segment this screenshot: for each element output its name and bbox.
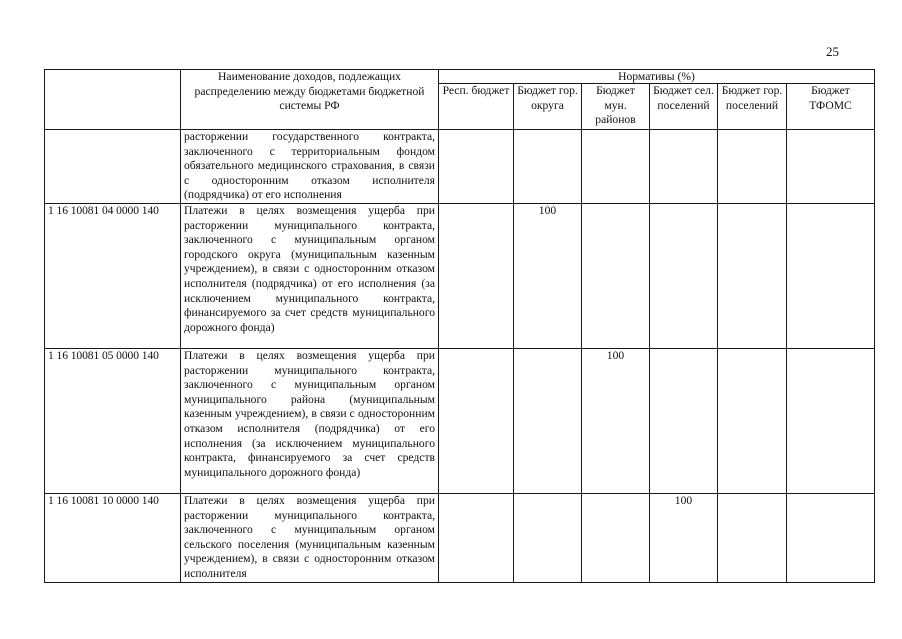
- value-municipal-districts-budget: [582, 130, 650, 204]
- column-header-tfoms-budget: Бюджет ТФОМС: [787, 84, 875, 130]
- column-header-rural-settlements-budget: Бюджет сел. поселений: [650, 84, 718, 130]
- value-resp-budget: [439, 493, 514, 582]
- value-tfoms-budget: [787, 493, 875, 582]
- income-name: Платежи в целях возмещения ущерба при расторжении муниципального контракта, заключенного с муниципальным органом муниципального района (муниципальным казенным учреждением), в связи с односторонним отказом исполнителя (подрядчика) от его исполнения (за исключением муниципального контракта, финансируемого за счет средств муниципального дорожного фонда): [181, 348, 439, 493]
- value-municipal-districts-budget: [582, 493, 650, 582]
- value-urban-settlements-budget: [718, 348, 787, 493]
- income-code: [45, 130, 181, 204]
- value-tfoms-budget: [787, 203, 875, 348]
- value-rural-settlements-budget: [650, 203, 718, 348]
- value-municipal-districts-budget: [582, 203, 650, 348]
- column-header-resp-budget: Респ. бюджет: [439, 84, 514, 130]
- value-city-district-budget: [514, 348, 582, 493]
- value-tfoms-budget: [787, 130, 875, 204]
- value-rural-settlements-budget: 100: [650, 493, 718, 582]
- income-name: Платежи в целях возмещения ущерба при расторжении муниципального контракта, заключенного с муниципальным органом сельского поселения (муниципальным казенным учреждением), в связи с односторонним отказом исполнителя: [181, 493, 439, 582]
- column-header-city-district-budget: Бюджет гор. округа: [514, 84, 582, 130]
- value-city-district-budget: [514, 493, 582, 582]
- code-header-cell: [45, 70, 181, 130]
- value-urban-settlements-budget: [718, 130, 787, 204]
- value-urban-settlements-budget: [718, 203, 787, 348]
- table-row: [45, 348, 875, 493]
- value-city-district-budget: 100: [514, 203, 582, 348]
- income-name: Платежи в целях возмещения ущерба при расторжении муниципального контракта, заключенного с муниципальным органом городского округа (муниципальным казенным учреждением), в связи с односторонним отказом исполнителя (подрядчика) от его исполнения (за исключением муниципального контракта, финансируемого за счет средств муниципального дорожного фонда): [181, 203, 439, 348]
- page-number: 25: [826, 44, 839, 59]
- value-resp-budget: [439, 203, 514, 348]
- value-rural-settlements-budget: [650, 130, 718, 204]
- value-resp-budget: [439, 130, 514, 204]
- name-column-header: Наименование доходов, подлежащих распределению между бюджетами бюджетной системы РФ: [181, 70, 439, 130]
- value-municipal-districts-budget: 100: [582, 348, 650, 493]
- income-name: расторжении государственного контракта, заключенного с территориальным фондом обязательного медицинского страхования, в связи с односторонним отказом исполнителя (подрядчика) от его исполнения: [181, 130, 439, 204]
- normatives-header: Нормативы (%): [439, 70, 875, 84]
- budget-table: [44, 69, 875, 583]
- income-code: 1 16 10081 05 0000 140: [45, 348, 181, 493]
- column-header-urban-settlements-budget: Бюджет гор. поселений: [718, 84, 787, 130]
- table-row: [45, 130, 875, 204]
- table-row: [45, 203, 875, 348]
- income-code: 1 16 10081 04 0000 140: [45, 203, 181, 348]
- value-tfoms-budget: [787, 348, 875, 493]
- income-code: 1 16 10081 10 0000 140: [45, 493, 181, 582]
- value-city-district-budget: [514, 130, 582, 204]
- value-rural-settlements-budget: [650, 348, 718, 493]
- column-header-municipal-districts-budget: Бюджет мун. районов: [582, 84, 650, 130]
- value-urban-settlements-budget: [718, 493, 787, 582]
- table-row: [45, 493, 875, 582]
- value-resp-budget: [439, 348, 514, 493]
- header-row-top: [45, 70, 875, 84]
